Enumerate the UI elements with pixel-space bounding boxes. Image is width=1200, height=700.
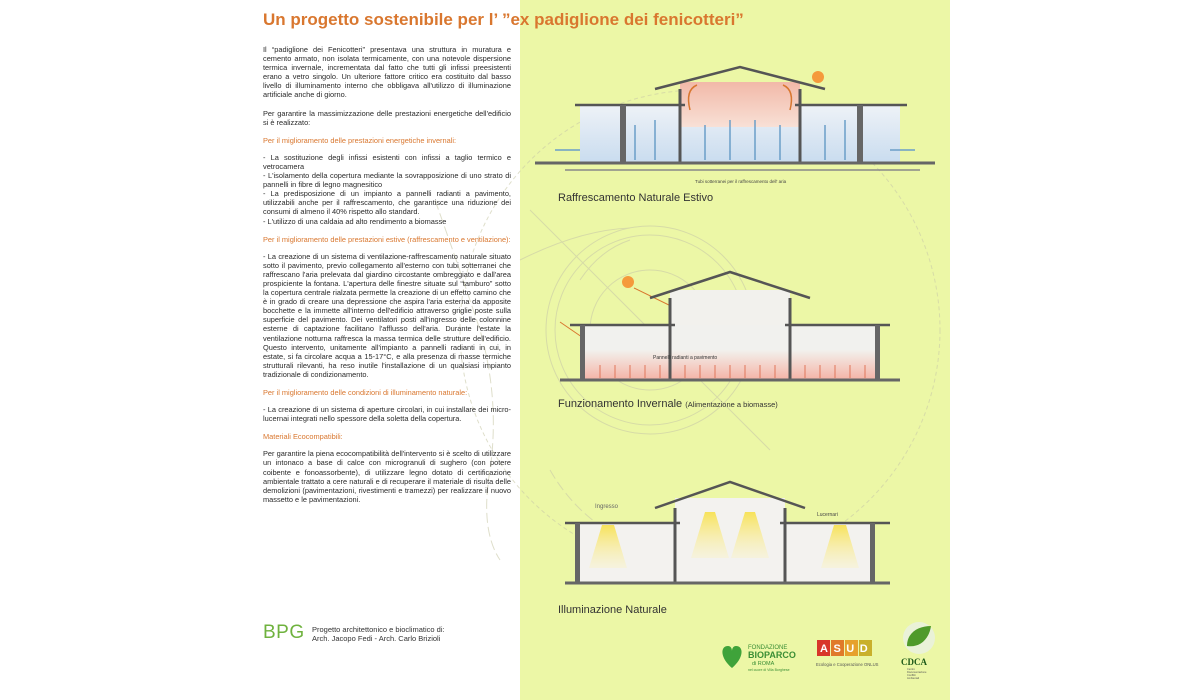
caption-winter-note: (Alimentazione a biomasse) — [685, 400, 778, 409]
list-item: - L'isolamento della copertura mediante la sovrapposizione di uno strato di pannelli in fibre di legno magnesitico — [263, 171, 511, 190]
sun-icon — [622, 276, 634, 288]
heart-icon — [722, 646, 741, 668]
label-entrance: Ingresso — [595, 504, 619, 510]
section-materials-list — [263, 449, 511, 504]
list-item: - La creazione di un sistema di ventilazione-raffrescamento naturale situato sotto il pavimento, previo collegamento all'esterno con tubi sotterranei che raffrescano l'aria prelevata dal giardino circostante ombreggiato e dall'area prospiciente la fontana. L'apertura delle finestre situate sul “tamburo” sotto la copertura centrale rialzata permette la creazione di un effetto camino che è in grado di creare una depressione che aspira l'aria esterna da apposite bocchette e la immette all'interno dell'edificio attraverso griglie poste sulla superficie del pavimento. Dei ventilatori posti all'ingresso delle colonnine esterne di captazione facilitano l'afflusso dell'aria. Durante l'estate la ventilazione notturna raffresca la massa termica delle strutture dell'edificio. Questo intervento, unitamente all'impianto a pannelli radianti in cui, in estate, si fa circolare acqua a 15-17°C, e alla presenza di masse termiche strutturali rilevanti, ha reso inutile l'installazione di un qualsiasi impianto tradizionale di condizionamento. — [263, 251, 511, 379]
winter-heating-diagram — [550, 270, 910, 390]
section-heading-lighting: Per il miglioramento delle condizioni di illuminamento naturale: — [263, 388, 468, 397]
list-item: Per garantire la piena ecocompatibilità dell'intervento si è scelto di utilizzare un intonaco a base di calce con microgranuli di sughero (con potere coibente e fonoassorbente), di utilizzare legno dotato di certificazione ambientale trattato a cere naturali e di recuperare il materiale di risulta delle demolizioni (pavimentazioni, rivestimenti e tramezzi) per realizzare il nuovo massetto e le pavimentazioni. — [263, 449, 511, 504]
summer-ventilation-diagram — [535, 65, 935, 190]
bioparco-line-3: di ROMA — [752, 661, 775, 667]
body-text — [263, 45, 511, 513]
sun-icon — [812, 71, 824, 83]
section-summer-list — [263, 252, 511, 379]
credits-line-1: Progetto architettonico e bioclimatico di: — [312, 625, 445, 634]
credits-line-2: Arch. Jacopo Fedi - Arch. Carlo Brizioli — [312, 634, 441, 643]
caption-winter-main: Funzionamento Invernale — [558, 398, 683, 410]
natural-lighting-diagram — [555, 478, 895, 588]
cdca-logo — [897, 620, 941, 680]
cdca-name: CDCA — [901, 657, 927, 667]
bioparco-line-4: nel cuore di Villa Borghese — [748, 668, 790, 672]
cdca-tagline-1: Centro — [907, 668, 915, 671]
bioparco-logo — [718, 638, 808, 674]
poster — [250, 0, 950, 700]
section-lighting-list — [263, 405, 511, 423]
asud-name: ASUD — [820, 643, 874, 655]
bioparco-line-2: BIOPARCO — [748, 650, 796, 660]
caption-lighting: Illuminazione Naturale — [558, 604, 667, 616]
bioparco-line-1: FONDAZIONE — [748, 645, 788, 651]
list-item: - La predisposizione di un impianto a pannelli radianti a pavimento, utilizzabili anche per il raffrescamento, che garantisce una riduzione dei consumi di almeno il 40% rispetto allo standard. — [263, 189, 511, 217]
credits — [312, 625, 445, 643]
section-heading-winter: Per il miglioramento delle prestazioni energetiche invernali: — [263, 135, 457, 145]
section-heading-summer: Per il miglioramento delle prestazioni estive (raffrescamento e ventilazione): — [263, 234, 511, 244]
section-heading-materials: Materiali Ecocompatibili: — [263, 432, 343, 442]
asud-logo — [813, 638, 885, 674]
diagram-note-winter: Pannelli radianti a pavimento — [653, 355, 718, 361]
cdca-tagline-3: Conflitti — [907, 674, 916, 677]
section-winter-list — [263, 153, 511, 226]
lead-paragraph: Per garantire la massimizzazione delle prestazioni energetiche dell'edificio si è realizzato: — [263, 108, 511, 127]
asud-tagline: Ecologia e Cooperazione ONLUS — [816, 662, 879, 667]
page-title: Un progetto sostenibile per l’ ”ex padiglione dei fenicotteri” — [263, 10, 744, 29]
diagram-note-summer: Tubi sotterranei per il raffrescamento dell' aria — [695, 179, 787, 184]
label-skylights: Lucernari — [817, 512, 838, 518]
list-item: - L'utilizzo di una caldaia ad alto rendimento a biomasse — [263, 216, 447, 226]
caption-winter — [558, 398, 778, 410]
cdca-tagline-4: Ambientali — [907, 677, 920, 680]
list-item: - La creazione di un sistema di aperture circolari, in cui installare dei micro-lucernai integrati nello spessore della soletta della copertura. — [263, 405, 511, 424]
intro-paragraph: Il “padiglione dei Fenicotteri” presentava una struttura in muratura e cemento armato, non isolata termicamente, con una notevole dispersione termica invernale, incrementata dal fatto che tutti gli infissi preesistenti erano a vetro singolo. Un ulteriore fattore critico era costituito dal basso livello di illuminamento interno che obbligava all'utilizzo di illuminazione artificiale anche di giorno. — [263, 45, 511, 100]
cdca-tagline-2: Documentazione — [907, 671, 927, 674]
caption-summer: Raffrescamento Naturale Estivo — [558, 192, 714, 204]
bpg-logo: BPG — [263, 622, 305, 643]
raised-roof-warm-air — [680, 82, 800, 127]
list-item: - La sostituzione degli infissi esistenti con infissi a taglio termico e vetrocamera — [263, 152, 511, 171]
